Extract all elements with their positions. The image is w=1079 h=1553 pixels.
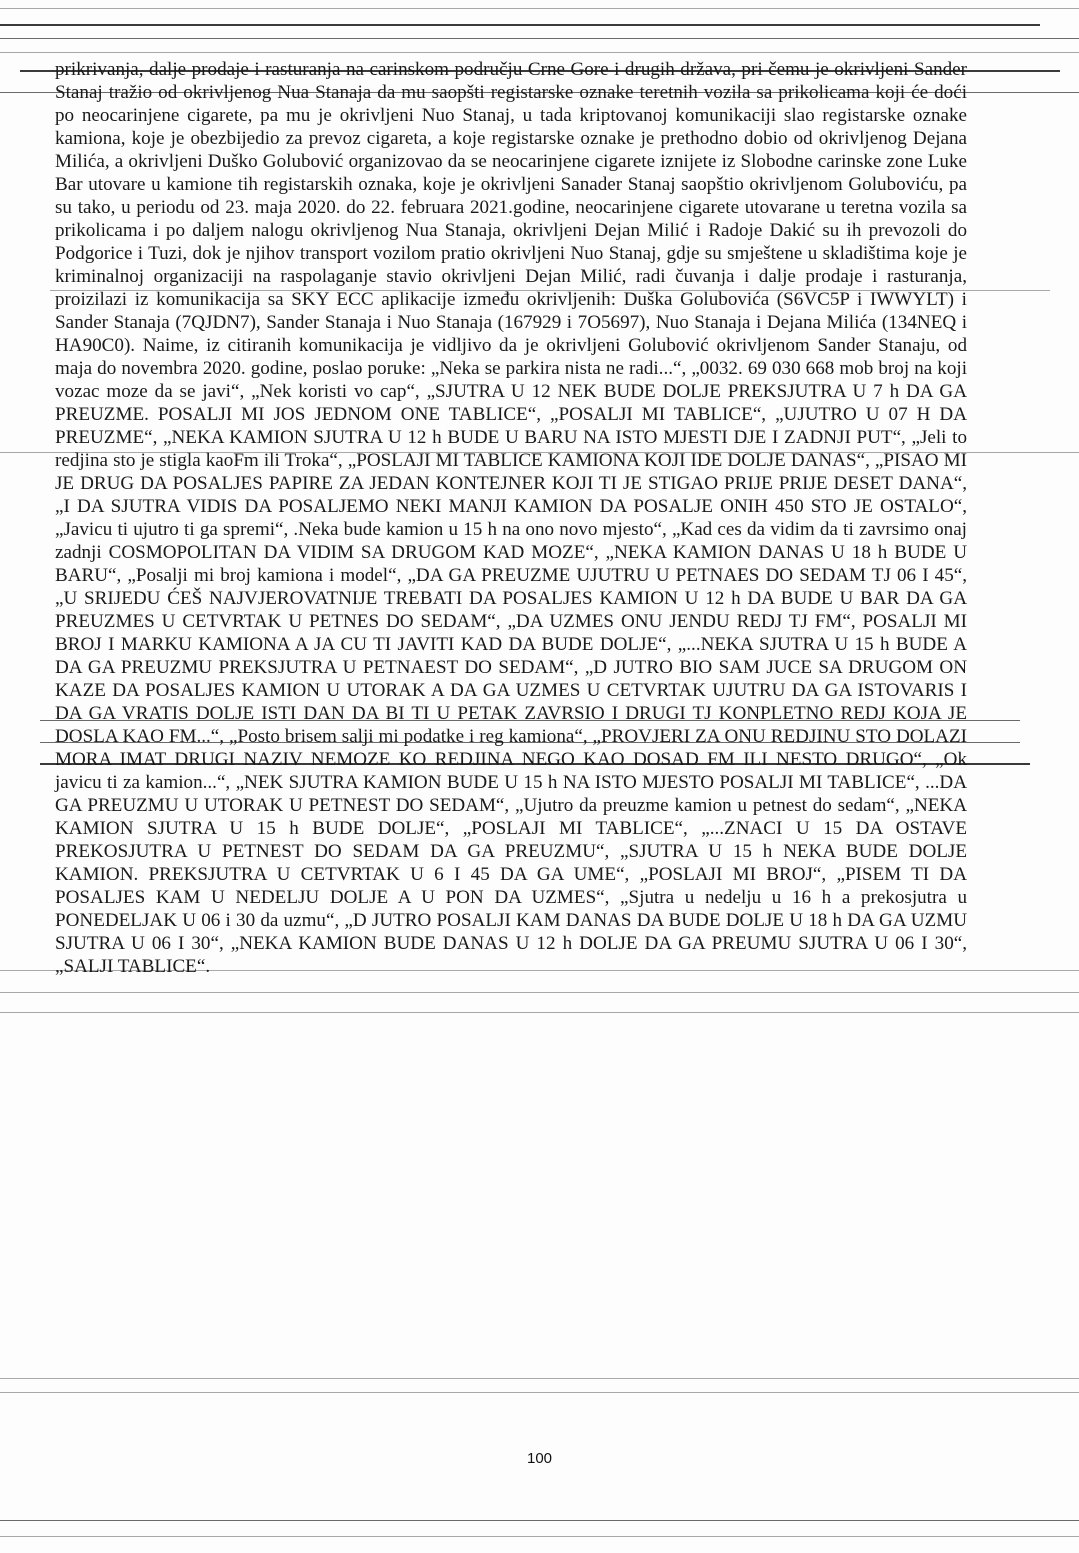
scan-artifact-line bbox=[0, 1378, 1079, 1379]
scan-artifact-line bbox=[0, 1012, 1079, 1013]
body-paragraph: prikrivanja, dalje prodaje i rasturanja na carinskom području Crne Gore i drugih država, pri čemu je okrivljeni Sander Stanaj tražio od okrivljenog Nua Stanaja da mu saopšti registarske oznake teretnih vozila sa prikolicama koji će doći po neocarinjene cigarete, pa mu je okrivljeni Nuo Stanaj, u tada kriptovanoj komunikaciji slao registarske oznake kamiona, koje je obezbijedio za prevoz cigareta, a koje registarske oznake je prethodno dobio od okrivljenog Dejana Milića, a okrivljeni Duško Golubović organizovao da se neocarinjene cigarete iznijete iz Slobodne carinske zone Luke Bar utovare u kamione tih registarskih oznaka, koje je okrivljeni Sanader Stanaj saopštio okrivljenom Goluboviću, pa su tako, u periodu od 23. maja 2020. do 22. februara 2021.godine, neocarinjene cigarete utovarane u teretna vozila sa prikolicama i po daljem nalogu okrivljenog Nua Stanaja, okrivljeni Dejan Milić i Radoje Dakić su ih prevozoli do Podgorice i Tuzi, dok je njihov transport vozilom pratio okrivljeni Nuo Stanaj, gdje su smještene u skladištima koje je kriminalnoj organizaciji na raspolaganje stavio okrivljeni Dejan Milić, radi čuvanja i dalje prodaje i rasturanja, proizilazi iz komunikacija sa SKY ECC aplikacije između okrivljenih: Duška Golubovića (S6VC5P i IWWYLT) i Sander Stanaja (7QJDN7), Sander Stanaja i Nuo Stanaja (167929 i 7O5697), Nuo Stanaja i Dejana Milića (134NEQ i HA90C0). Naime, iz citiranih komunikacija je vidljivo da je okrivljeni Golubović okrivljenom Sander Stanaju, od maja do novembra 2020. godine, poslao poruke: „Neka se parkira nista ne radi...“, „0032. 69 030 668 mob broj na koji vozac moze da se javi“, „Nek koristi vo cap“, „SJUTRA U 12 NEK BUDE DOLJE PREKSJUTRA U 7 h DA GA PREUZME. POSALJI MI JOS JEDNOM ONE TABLICE“, „POSALJI MI TABLICE“, „UJUTRO U 07 H DA PREUZME“, „NEKA KAMION SJUTRA U 12 h BUDE U BARU NA ISTO MJESTI DJE I ZADNJI PUT“, „Jeli to redjina sto je stigla kaoFm ili Troka“, „POSLAJI MI TABLICE KAMIONA KOJI IDE DOLJE DANAS“, „PISAO MI JE DRUG DA POSALJES PAPIRE ZA JEDAN KONTEJNER KOJI TI JE STIGAO PRIJE PRIJE DESET DANA“, „I DA SJUTRA VIDIS DA POSALJEMO NEKI MANJI KAMION DA POSALJE ONIH 450 STO JE OSTALO“, „Javicu ti ujutro ti ga spremi“, .Neka bude kamion u 15 h na ono novo mjesto“, „Kad ces da vidim da ti zavrsimo onaj zadnji COSMOPOLITAN DA VIDIM SA DRUGOM KAD MOZE“, „NEKA KAMION DANAS U 18 h BUDE U BARU“, „Posalji mi broj kamiona i model“, „DA GA PREUZME UJUTRU U PETNAES DO SEDAM TJ 06 I 45“, „U SRIJEDU ĆEŠ NAJVJEROVATNIJE TREBATI DA POSALJES KAMION U 12 h DA BUDE U BAR DA GA PREUZMES U CETVRTAK U PETNES DO SEDAM“, „DA UZMES ONU JENDU REDJ TJ FM“, POSALJI MI BROJ I MARKU KAMIONA A JA CU TI JAVITI KAD DA BUDE DOLJE“, „...NEKA SJUTRA U 15 h BUDE A DA GA PREUZMU PREKSJUTRA U PETNAEST DO SEDAM“, „D JUTRO BIO SAM JUCE SA DRUGOM ON KAZE DA POSALJES KAMION U UTORAK A DA GA UZMES U CETVRTAK UJUTRU DA GA ISTOVARIS I DA GA VRATIS DOLJE ISTI DAN DA BI TI U PETAK ZAVRSIO I DRUGI TJ KONPLETNO REDJ KOJA JE DOSLA KAO FM...“, „Posto brisem salji mi podatke i reg kamiona“, „PROVJERI ZA ONU REDJINU STO DOLAZI MORA IMAT DRUGI NAZIV NEMOZE KO REDJINA NEGO KAO DOSAD FM ILI NESTO DRUGO“, „Ok javicu ti za kamion...“, „NEK SJUTRA KAMION BUDE U 15 h NA ISTO MJESTO POSALJI MI TABLICE“, ...DA GA PREUZMU U UTORAK U PETNEST DO SEDAM“, „Ujutro da preuzme kamion u petnest do sedam“, „NEKA KAMION SJUTRA U 15 h BUDE DOLJE“, „POSLAJI MI TABLICE“, „...ZNACI U 15 DA OSTAVE PREKOSJUTRA U PETNEST DO SEDAM DA GA PREUZMU“, „SJUTRA U 15 h NEKA BUDE DOLJE KAMION. PREKSJUTRA U CETVRTAK U 6 I 45 DA GA UME“, „POSLAJI MI BROJ“, „PISEM TI DA POSALJES KAM U NEDELJU DOLJE A U PON DA UZMES“, „Sjutra u nedelju u 16 h a prekosjutra u PONEDELJAK U 06 i 30 da uzmu“, „D JUTRO POSALJI KAM DANAS DA BUDE DOLJE U 18 h DA GA UZMU SJUTRA U 06 I 30“, „NEKA KAMION BUDE DANAS U 12 h DOLJE DA GA PREUMU SJUTRA U 06 I 30“, „SALJI TABLICE“. bbox=[55, 59, 967, 977]
page-number: 100 bbox=[526, 1450, 553, 1467]
scan-artifact-line bbox=[0, 1536, 1079, 1537]
scan-artifact-line bbox=[0, 24, 1040, 26]
scan-artifact-line bbox=[0, 8, 1079, 9]
scan-artifact-line bbox=[0, 38, 1079, 39]
scan-artifact-line bbox=[0, 1520, 1079, 1521]
scan-artifact-line bbox=[0, 1392, 1079, 1393]
scan-artifact-line bbox=[0, 992, 1079, 993]
scan-artifact-line bbox=[0, 52, 1079, 53]
